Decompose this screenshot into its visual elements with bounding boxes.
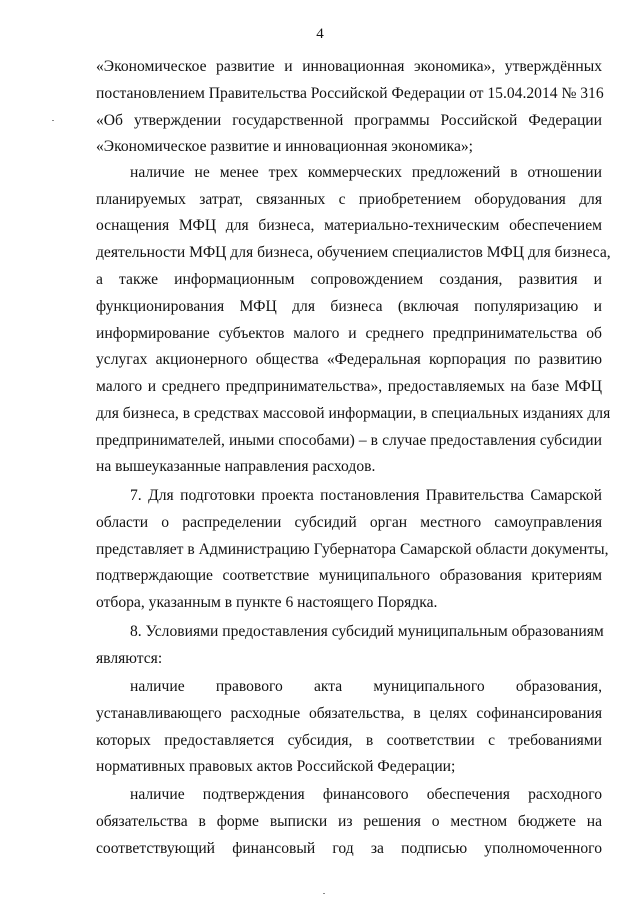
text-line: услугах акционерного общества «Федеральная корпорация по развитию	[96, 351, 602, 368]
text-line: 7. Для подготовки проекта постановления Правительства Самарской	[130, 487, 602, 504]
text-line: 8. Условиями предоставления субсидий муниципальным образованиям	[130, 623, 604, 640]
scan-mark	[323, 893, 325, 894]
text-line: являются:	[96, 650, 163, 667]
text-line: наличие подтверждения финансового обеспечения расходного	[130, 786, 602, 803]
text-line: а также информационным сопровождением создания, развития и	[96, 271, 602, 288]
text-line: подтверждающие соответствие муниципального образования критериям	[96, 567, 602, 584]
text-line: «Экономическое развитие и инновационная экономика», утверждённых	[96, 58, 602, 75]
text-line: планируемых затрат, связанных с приобретением оборудования для	[96, 191, 602, 208]
text-line: наличие не менее трех коммерческих предложений в отношении	[130, 164, 602, 181]
text-line: постановлением Правительства Российской Федерации от 15.04.2014 № 316	[96, 85, 604, 102]
text-line: наличие правового акта муниципального образования,	[130, 678, 602, 695]
text-line: функционирования МФЦ для бизнеса (включая популяризацию и	[96, 298, 602, 315]
text-line: области о распределении субсидий орган местного самоуправления	[96, 514, 602, 531]
text-line: на вышеуказанные направления расходов.	[96, 458, 376, 475]
text-line: нормативных правовых актов Российской Федерации;	[96, 758, 456, 775]
text-line: которых предоставляется субсидия, в соответствии с требованиями	[96, 732, 602, 749]
text-line: отбора, указанным в пункте 6 настоящего Порядка.	[96, 594, 438, 611]
text-line: малого и среднего предпринимательства», предоставляемых на базе МФЦ	[96, 378, 602, 395]
scan-mark	[52, 120, 54, 121]
text-line: устанавливающего расходные обязательства, в целях софинансирования	[96, 705, 602, 722]
text-line: предпринимателей, иными способами) – в случае предоставления субсидии	[96, 432, 602, 449]
text-line: деятельности МФЦ для бизнеса, обучением специалистов МФЦ для бизнеса,	[96, 244, 611, 261]
text-line: информирование субъектов малого и среднего предпринимательства об	[96, 325, 602, 342]
text-line: соответствующий финансовый год за подписью уполномоченного	[96, 840, 602, 857]
text-line: «Экономическое развитие и инновационная экономика»;	[96, 138, 474, 155]
text-line: представляет в Администрацию Губернатора Самарской области документы,	[96, 541, 609, 558]
text-line: обязательства в форме выписки из решения о местном бюджете на	[96, 813, 602, 830]
page-number: 4	[316, 26, 324, 42]
text-line: для бизнеса, в средствах массовой информации, в специальных изданиях для	[96, 405, 611, 422]
text-line: «Об утверждении государственной программы Российской Федерации	[96, 112, 602, 129]
text-line: оснащения МФЦ для бизнеса, материально-техническим обеспечением	[96, 217, 602, 234]
